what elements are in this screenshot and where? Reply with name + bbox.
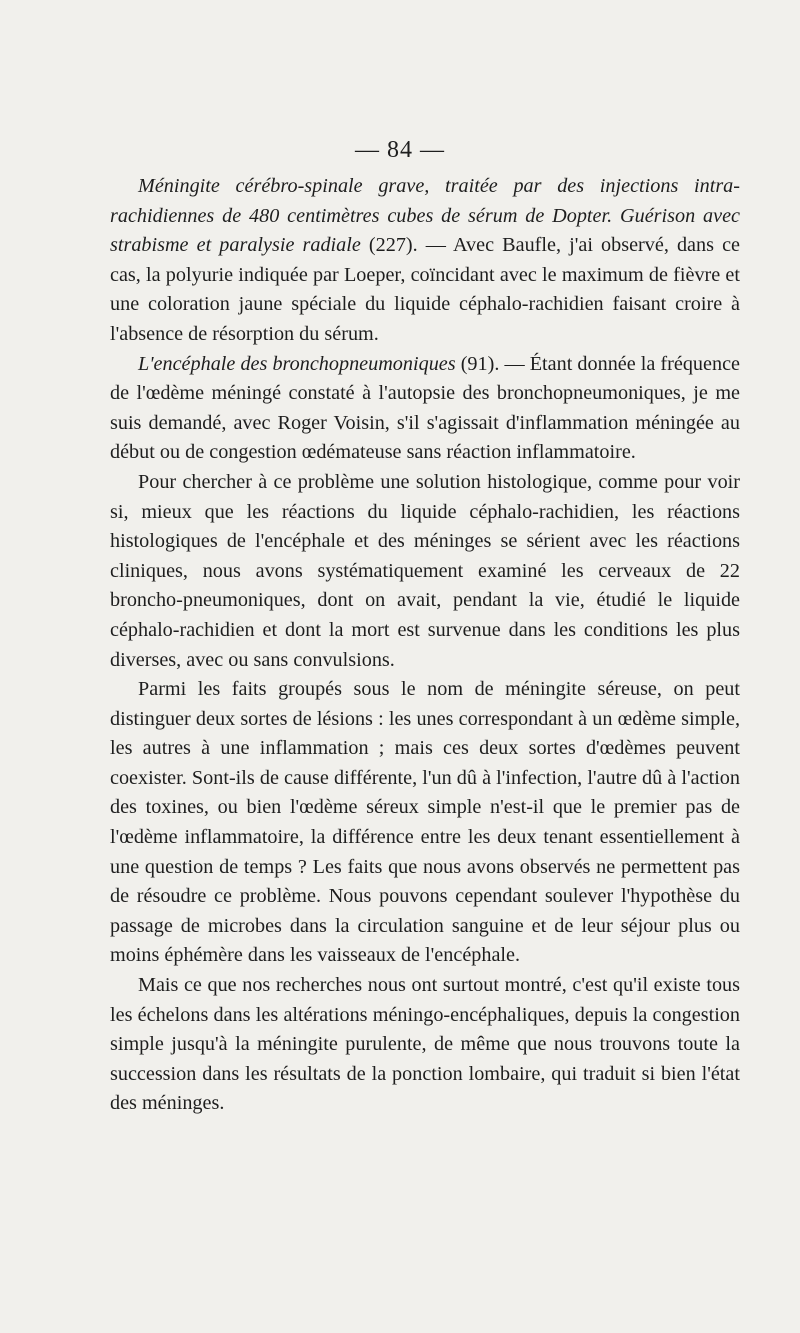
body-text <box>110 172 740 1119</box>
paragraph-encephale-title: L'encéphale des bronchopneumoniques <box>138 352 456 375</box>
paragraph-encephale-text: (91). — Étant donnée la fréquence de l'œdème méningé constaté à l'autopsie des bronchopneumoniques, je me suis demandé, avec Roger Voisin, s'il s'agissait d'inflammation méningée au début ou de congestion œdémateuse sans réaction inflammatoire. <box>110 352 741 464</box>
paragraph-histologique: Pour chercher à ce problème une solution histologique, comme pour voir si, mieux que les réactions du liquide céphalo-rachidien, les réactions histologiques de l'encéphale et des méninges se sérient avec les réactions cliniques, nous avons systématiquement examiné les cerveaux de 22 broncho-pneumoniques, dont on avait, pendant la vie, étudié le liquide céphalo-rachidien et dont la mort est survenue dans les conditions les plus diverses, avec ou sans convulsions. <box>110 470 740 671</box>
paragraph-encephale <box>110 350 740 468</box>
paragraph-meningite-sereuse: Parmi les faits groupés sous le nom de méningite séreuse, on peut distinguer deux sortes de lésions : les unes correspondant à un œdème simple, les autres à une inflammation ; mais ces deux sortes d'œdèmes peuvent coexister. Sont-ils de cause différente, l'un dû à l'infection, l'autre dû à l'action des toxines, ou bien l'œdème séreux simple n'est-il que le premier pas de l'œdème inflammatoire, la différence entre les deux tenant essentiellement à une question de temps ? Les faits que nous avons observés ne permettent pas de résoudre ce problème. Nous pouvons cependant soulever l'hypothèse du passage de microbes dans la circulation sanguine et de leur séjour plus ou moins éphémère dans les vaisseaux de l'encéphale. <box>110 678 740 967</box>
paragraph-meningite <box>110 172 740 350</box>
paragraph-meningite-text: (227). — Avec Baufle, j'ai observé, dans ce cas, la polyurie indiquée par Loeper, coïncidant avec le maximum de fièvre et une coloration jaune spéciale du liquide céphalo-rachidien faisant croire à l'absence de résorption du sérum. <box>110 234 740 345</box>
paragraph-meningite-title: Méningite cérébro-spinale grave, traitée par des injections intra-rachidiennes de 480 centimètres cubes de sérum de Dopter. Guérison avec strabisme et paralysie radiale <box>110 175 740 257</box>
paragraph-conclusion: Mais ce que nos recherches nous ont surtout montré, c'est qu'il existe tous les échelons dans les altérations méningo-encéphaliques, depuis la congestion simple jusqu'à la méningite purulente, de même que nous trouvons toute la succession dans les résultats de la ponction lombaire, qui traduit si bien l'état des méninges. <box>110 974 740 1115</box>
page-number: — 84 — <box>355 137 445 163</box>
